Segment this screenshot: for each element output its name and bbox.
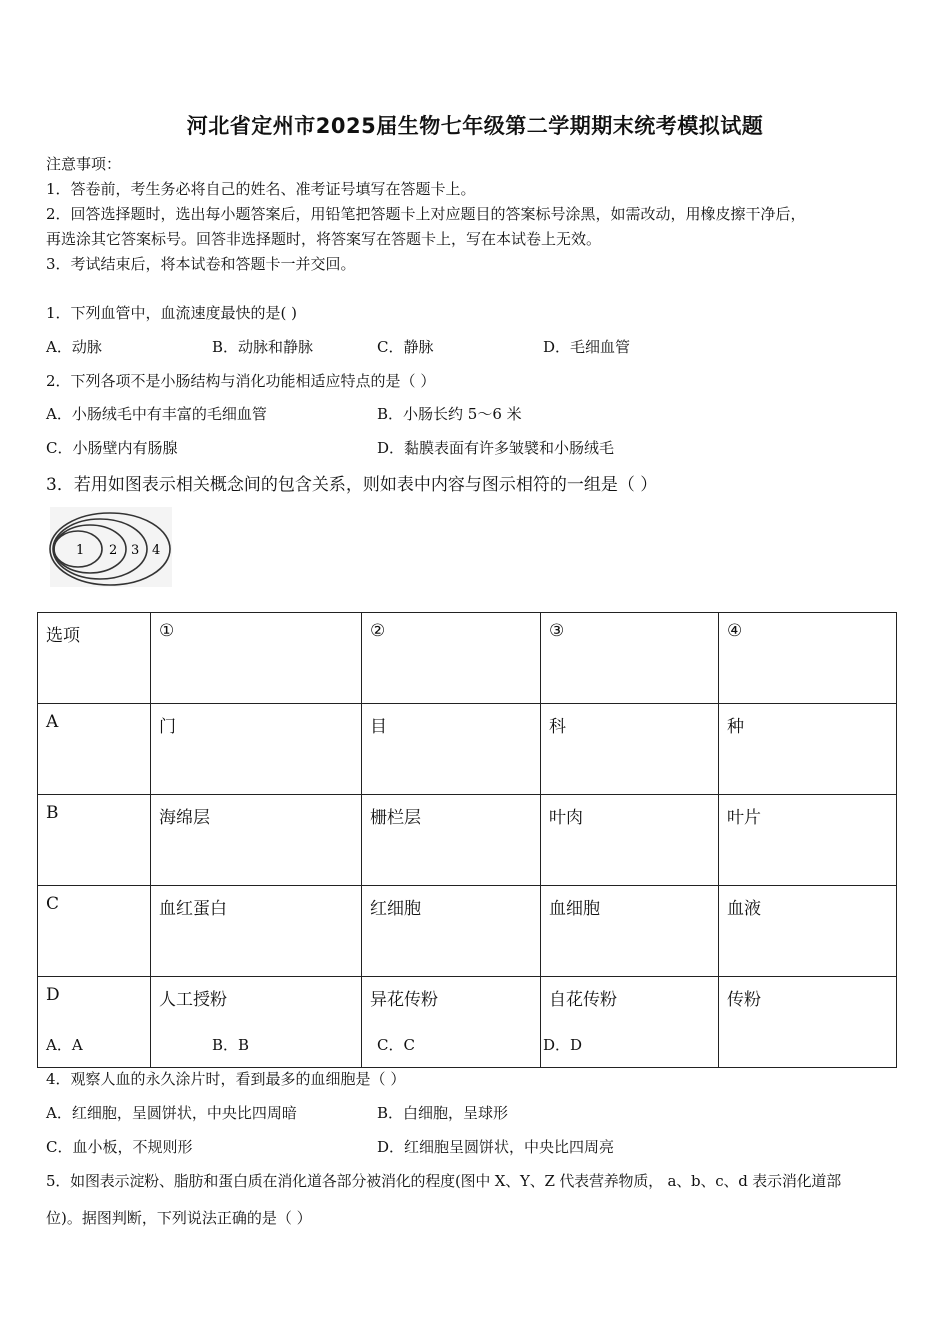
table-cell: 自花传粉: [541, 977, 719, 1068]
q3-option-d: D．D: [543, 1036, 583, 1054]
table-row: [38, 977, 897, 1068]
q1-option-c: C．静脉: [377, 338, 434, 356]
q1-stem: 1．下列血管中，血流速度最快的是( ): [46, 304, 298, 322]
table-cell: 人工授粉: [151, 977, 362, 1068]
table-header-row: [38, 613, 897, 704]
diagram-label-3: 3: [131, 543, 140, 558]
q4-option-d: D．红细胞呈圆饼状，中央比四周亮: [377, 1138, 615, 1156]
table-cell: ③: [541, 613, 719, 704]
q3-option-a: A．A: [46, 1036, 83, 1054]
table-cell: ②: [362, 613, 541, 704]
table-cell: 选项: [38, 613, 151, 704]
note-line: 再选涂其它答案标号。回答非选择题时，将答案写在答题卡上，写在本试卷上无效。: [46, 230, 602, 248]
table-cell: 叶肉: [541, 795, 719, 886]
diagram-label-4: 4: [152, 543, 161, 558]
table-row: [38, 886, 897, 977]
note-line: 3．考试结束后，将本试卷和答题卡一并交回。: [46, 255, 356, 273]
diagram-label-2: 2: [109, 543, 118, 558]
table-row: [38, 704, 897, 795]
table-cell: 异花传粉: [362, 977, 541, 1068]
q2-option-a: A．小肠绒毛中有丰富的毛细血管: [46, 405, 267, 423]
note-line: 1．答卷前，考生务必将自己的姓名、准考证号填写在答题卡上。: [46, 180, 476, 198]
table-cell: A: [38, 704, 151, 795]
q5-stem-line1: 5．如图表示淀粉、脂肪和蛋白质在消化道各部分被消化的程度(图中 X、Y、Z 代表营养物质， a、b、c、d 表示消化道部: [46, 1172, 842, 1190]
page-title: 河北省定州市2025届生物七年级第二学期期末统考模拟试题: [186, 114, 764, 138]
table-row: [38, 795, 897, 886]
table-cell: 栅栏层: [362, 795, 541, 886]
q1-option-d: D．毛细血管: [543, 338, 631, 356]
table-cell: 红细胞: [362, 886, 541, 977]
table-cell: 传粉: [719, 977, 897, 1068]
q4-option-a: A．红细胞，呈圆饼状，中央比四周暗: [46, 1104, 297, 1122]
q1-option-b: B．动脉和静脉: [212, 338, 314, 356]
table-cell: 目: [362, 704, 541, 795]
q3-option-b: B．B: [212, 1036, 250, 1054]
q2-stem: 2．下列各项不是小肠结构与消化功能相适应特点的是（ ）: [46, 372, 436, 390]
table-cell: 血红蛋白: [151, 886, 362, 977]
table-cell: ①: [151, 613, 362, 704]
notes-heading: 注意事项：: [46, 155, 122, 173]
diagram-label-1: 1: [76, 543, 85, 558]
q2-option-c: C．小肠壁内有肠腺: [46, 439, 178, 457]
q5-stem-line2: 位)。据图判断，下列说法正确的是（ ）: [46, 1209, 312, 1227]
table-cell: 科: [541, 704, 719, 795]
q4-option-c: C．血小板，不规则形: [46, 1138, 193, 1156]
table-cell: 叶片: [719, 795, 897, 886]
q3-option-c: C．C: [377, 1036, 415, 1054]
table-cell: B: [38, 795, 151, 886]
table-cell: 血液: [719, 886, 897, 977]
table-cell: 种: [719, 704, 897, 795]
table-cell: 门: [151, 704, 362, 795]
table-cell: D: [38, 977, 151, 1068]
table-cell: 海绵层: [151, 795, 362, 886]
q2-option-b: B．小肠长约 5～6 米: [377, 405, 522, 423]
q4-option-b: B．白细胞，呈球形: [377, 1104, 509, 1122]
q3-stem: 3．若用如图表示相关概念间的包含关系，则如表中内容与图示相符的一组是（ ）: [46, 475, 658, 495]
q2-option-d: D．黏膜表面有许多皱襞和小肠绒毛: [377, 439, 615, 457]
table-cell: ④: [719, 613, 897, 704]
note-line: 2．回答选择题时，选出每小题答案后，用铅笔把答题卡上对应题目的答案标号涂黑，如需改动，用橡皮擦干净后，: [46, 205, 806, 223]
nested-circles-diagram: [48, 505, 176, 591]
q1-option-a: A．动脉: [46, 338, 102, 356]
table-cell: 血细胞: [541, 886, 719, 977]
table-cell: C: [38, 886, 151, 977]
q4-stem: 4．观察人血的永久涂片时，看到最多的血细胞是（ ）: [46, 1070, 406, 1088]
q3-table: [37, 612, 897, 1068]
